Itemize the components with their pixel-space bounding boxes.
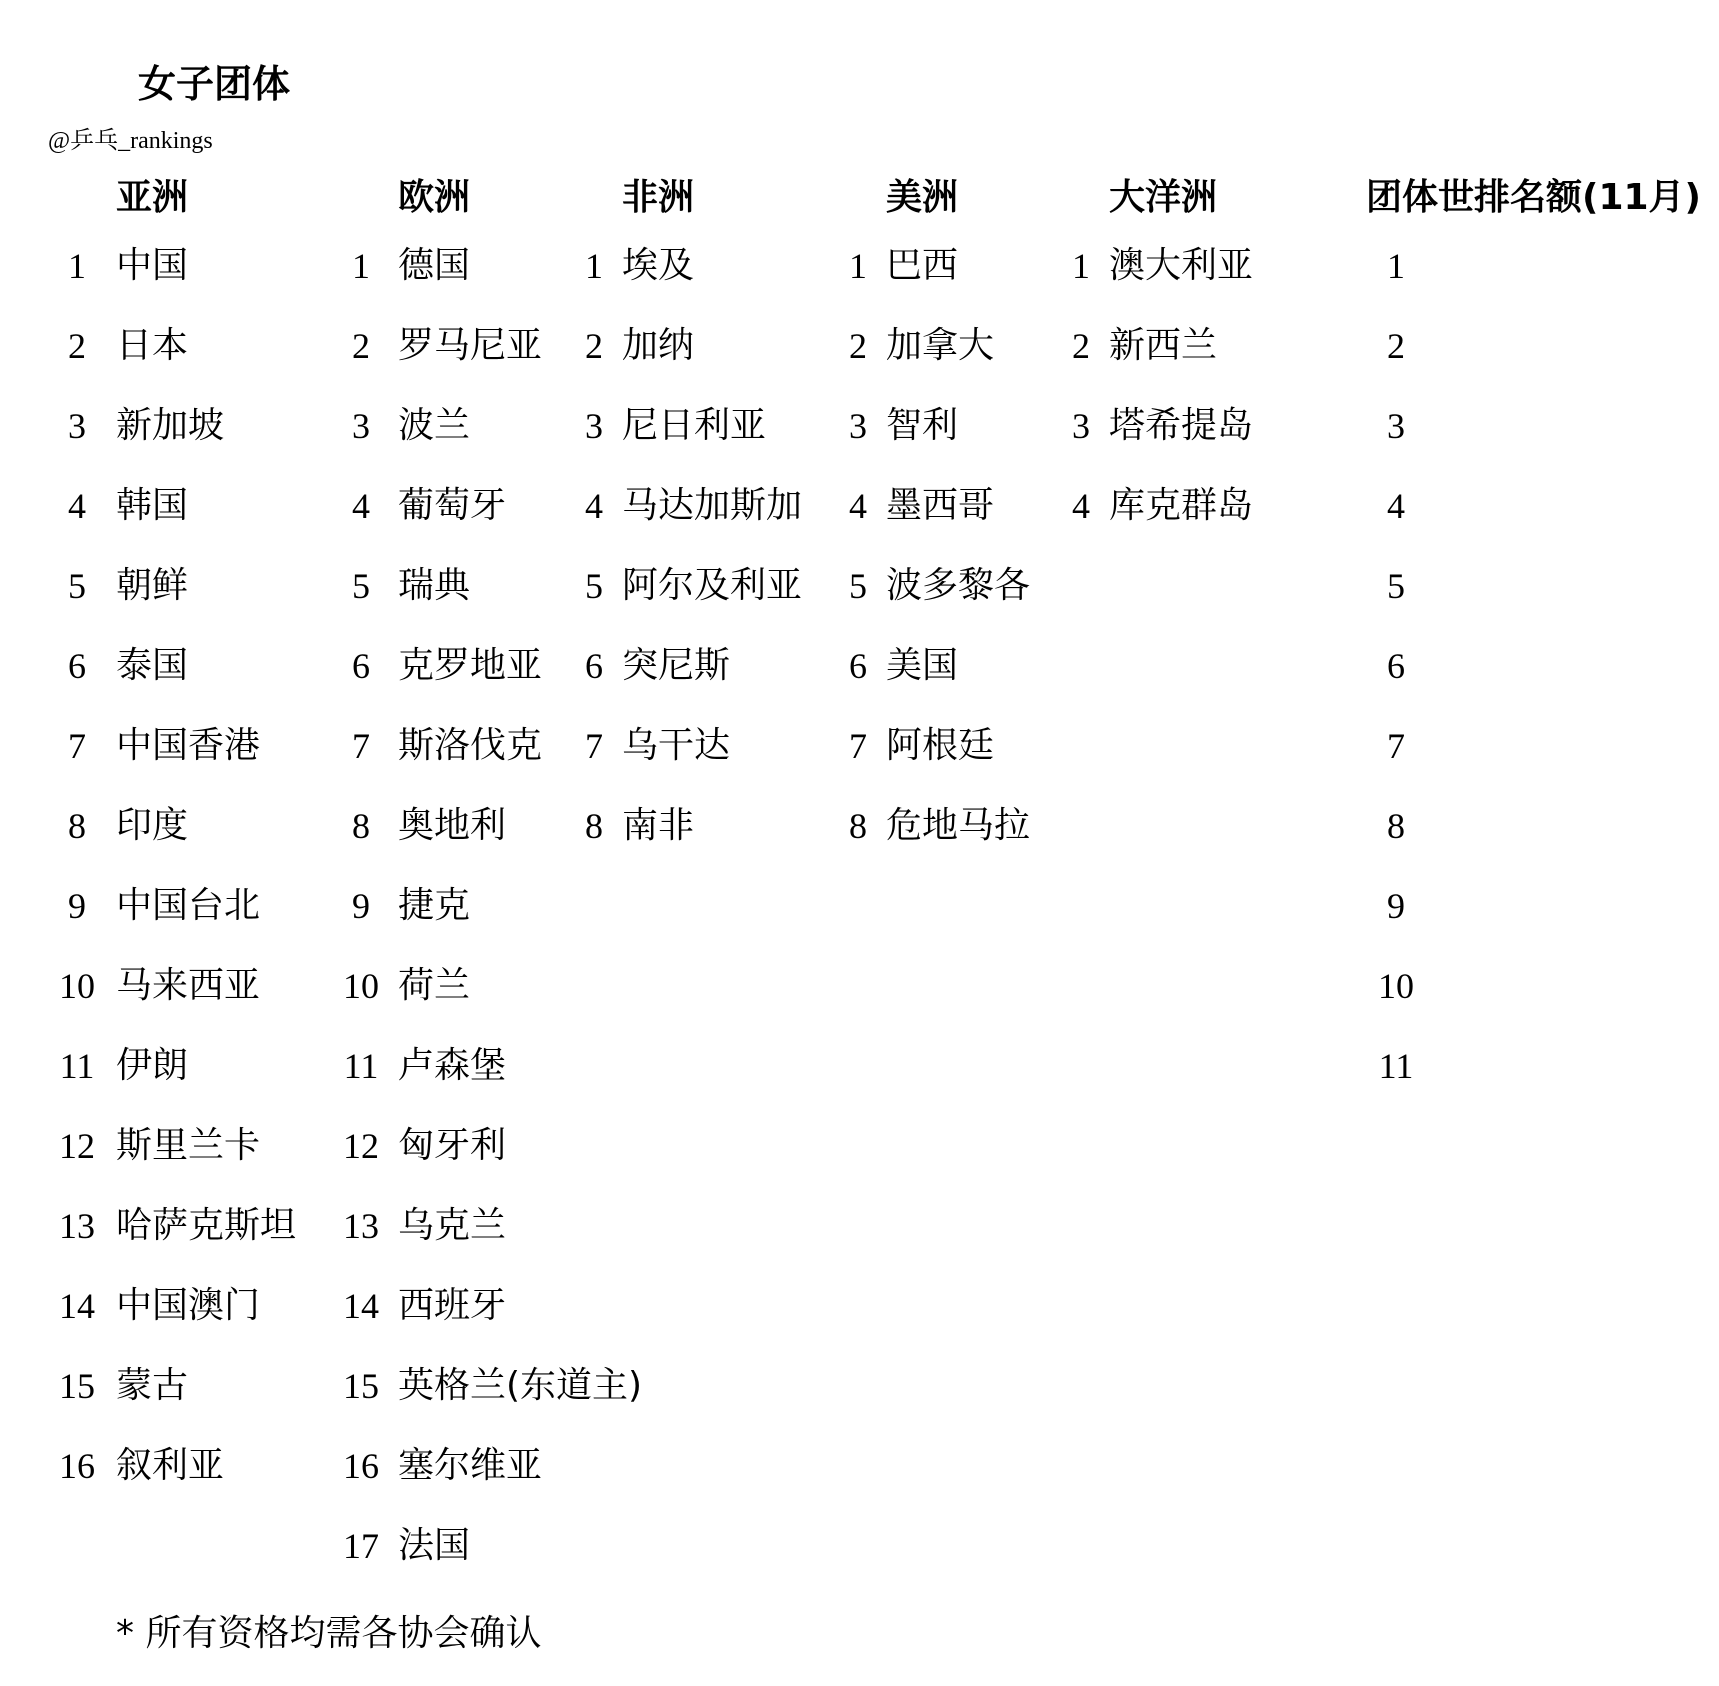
rank-number: 8 [849,806,867,846]
table-row [338,1365,643,1446]
rank-number: 11 [59,1046,95,1086]
table-row [338,725,543,806]
rank-number: 17 [343,1526,379,1566]
association-name: 阿尔及利亚 [622,565,803,606]
column-asia [56,170,297,1526]
rank-number: 2 [68,326,86,366]
table-row [1067,485,1254,566]
rank-number: 4 [352,486,370,526]
column-header-asia: 亚洲 [116,177,189,218]
rows-asia [56,245,297,1526]
association-name: 美国 [886,645,959,686]
rank-number: 11 [1378,1046,1414,1086]
association-name: 韩国 [116,485,189,526]
rank-number: 8 [68,806,86,846]
association-name: 波兰 [398,405,471,446]
table-row [1366,566,1701,646]
column-america [844,170,1031,886]
table-row [580,405,767,486]
association-name: 印度 [116,805,189,846]
association-name: 克罗地亚 [398,645,543,686]
association-name: 尼日利亚 [622,405,767,446]
association-name: 德国 [398,245,471,286]
association-name: 马达加斯加 [622,485,803,526]
table-row [56,806,188,886]
rank-number: 8 [585,806,603,846]
rank-number: 3 [849,406,867,446]
rank-number: 4 [68,486,86,526]
rank-number: 15 [343,1366,379,1406]
association-name: 葡萄牙 [398,485,507,526]
rank-number: 4 [1072,486,1090,526]
table-row [338,246,470,326]
rows-oceania [1067,245,1254,566]
rank-number: 3 [1072,406,1090,446]
rank-number: 4 [585,486,603,526]
association-name: 中国 [116,245,189,286]
table-row [844,485,995,566]
rows-america [844,245,1031,886]
table-row [56,646,188,726]
association-name: 荷兰 [398,965,471,1006]
rank-number: 15 [59,1366,95,1406]
rank-number: 9 [352,886,370,926]
association-name: 加拿大 [886,325,995,366]
rank-number: 5 [352,566,370,606]
rank-number: 1 [585,246,603,286]
table-row [1366,246,1701,326]
association-name: 罗马尼亚 [398,325,543,366]
rank-number: 6 [68,646,86,686]
association-name: 乌干达 [622,725,731,766]
column-quota [1366,170,1701,1126]
table-row [1366,326,1701,406]
rank-number: 8 [352,806,370,846]
rank-number: 14 [343,1286,379,1326]
association-name: 波多黎各 [886,565,1031,606]
rank-number: 1 [1072,246,1090,286]
table-row [1366,726,1701,806]
table-row [56,1285,261,1366]
association-name: 斯里兰卡 [116,1125,261,1166]
association-name: 泰国 [116,645,189,686]
rank-number: 13 [343,1206,379,1246]
table-row [56,246,188,326]
table-row [56,1366,188,1446]
table-row [338,1285,507,1366]
table-row [338,645,543,726]
table-row [338,1045,507,1126]
rank-number: 6 [352,646,370,686]
table-row [56,1205,297,1286]
table-row [844,246,958,326]
table-row [844,646,958,726]
column-header-quota: 团体世排名额(11月) [1366,177,1702,218]
column-header-europe: 欧洲 [398,177,471,218]
association-name: 加纳 [622,325,695,366]
rank-number: 8 [1387,806,1405,846]
rank-number: 2 [352,326,370,366]
association-name: 澳大利亚 [1109,245,1254,286]
rank-number: 3 [352,406,370,446]
rank-number: 10 [1378,966,1414,1006]
rank-number: 14 [59,1286,95,1326]
rank-number: 12 [343,1126,379,1166]
rank-number: 5 [585,566,603,606]
rank-number: 7 [68,726,86,766]
association-name: 英格兰(东道主) [398,1365,643,1406]
association-name: 阿根廷 [886,725,995,766]
rank-number: 9 [1387,886,1405,926]
rank-number: 1 [352,246,370,286]
table-row [56,1445,225,1526]
table-row [338,966,470,1046]
footnote: * 所有资格均需各协会确认 [116,1613,542,1654]
table-row [56,965,261,1046]
table-row [580,565,803,646]
rank-number: 16 [59,1446,95,1486]
table-row [338,1205,507,1286]
table-row [1366,486,1701,566]
association-name: 蒙古 [116,1365,189,1406]
association-name: 乌克兰 [398,1205,507,1246]
table-row [580,645,731,726]
rank-number: 7 [352,726,370,766]
rank-number: 6 [1387,646,1405,686]
association-name: 埃及 [622,245,695,286]
association-name: 奥地利 [398,805,507,846]
association-name: 日本 [116,325,189,366]
rank-number: 7 [585,726,603,766]
table-row [844,565,1031,646]
table-row [1366,646,1701,726]
rank-number: 3 [1387,406,1405,446]
table-row [580,246,694,326]
table-row [844,805,1031,886]
rank-number: 2 [585,326,603,366]
rows-europe [338,245,643,1606]
table-row [56,326,188,406]
table-row [338,886,470,966]
association-name: 南非 [622,805,695,846]
table-row [338,566,470,646]
rank-number: 5 [68,566,86,606]
table-row [56,1125,261,1206]
table-row [1366,806,1701,886]
column-europe [338,170,643,1606]
table-row [844,406,958,486]
rank-number: 4 [1387,486,1405,526]
rank-number: 3 [68,406,86,446]
rows-africa [580,245,803,886]
association-name: 巴西 [886,245,959,286]
table-row [56,486,188,566]
table-row [1366,966,1701,1046]
table-row [580,725,731,806]
rank-number: 3 [585,406,603,446]
rank-number: 13 [59,1206,95,1246]
column-header-america: 美洲 [886,177,959,218]
association-name: 新加坡 [116,405,225,446]
rows-quota [1366,246,1701,1126]
table-row [56,566,188,646]
rank-number: 1 [1387,246,1405,286]
table-row [56,405,225,486]
association-name: 瑞典 [398,565,471,606]
rank-number: 6 [585,646,603,686]
rank-number: 2 [849,326,867,366]
association-name: 西班牙 [398,1285,507,1326]
association-name: 中国澳门 [116,1285,261,1326]
rank-number: 5 [1387,566,1405,606]
rank-number: 11 [343,1046,379,1086]
watermark: @乒乓_rankings [48,128,213,154]
table-row [338,406,470,486]
rank-number: 6 [849,646,867,686]
rank-number: 10 [59,966,95,1006]
rank-number: 1 [849,246,867,286]
table-row [1067,405,1254,486]
association-name: 叙利亚 [116,1445,225,1486]
association-name: 中国香港 [116,725,261,766]
association-name: 匈牙利 [398,1125,507,1166]
rank-number: 5 [849,566,867,606]
table-row [1366,886,1701,966]
association-name: 墨西哥 [886,485,995,526]
association-name: 危地马拉 [886,805,1031,846]
table-row [580,326,694,406]
rank-number: 7 [849,726,867,766]
rank-number: 2 [1387,326,1405,366]
table-row [1067,326,1217,406]
association-name: 伊朗 [116,1045,189,1086]
table-row [338,1125,507,1206]
rank-number: 2 [1072,326,1090,366]
table-row [338,1526,470,1606]
table-row [844,725,995,806]
association-name: 捷克 [398,885,471,926]
table-row [56,725,261,806]
table-row [56,885,261,966]
rank-number: 1 [68,246,86,286]
table-row [1366,1046,1701,1126]
page-title: 女子团体 [138,62,291,106]
association-name: 新西兰 [1109,325,1218,366]
association-name: 库克群岛 [1109,485,1254,526]
table-row [1067,245,1254,326]
table-row [338,805,507,886]
association-name: 智利 [886,405,959,446]
association-name: 马来西亚 [116,965,261,1006]
column-header-africa: 非洲 [622,177,695,218]
rank-number: 9 [68,886,86,926]
column-oceania [1067,170,1254,566]
association-name: 哈萨克斯坦 [116,1205,297,1246]
table-row [580,806,694,886]
association-name: 朝鲜 [116,565,189,606]
column-header-oceania: 大洋洲 [1109,177,1218,218]
table-row [1366,406,1701,486]
table-row [844,325,995,406]
table-row [56,1046,188,1126]
association-name: 中国台北 [116,885,261,926]
association-name: 斯洛伐克 [398,725,543,766]
association-name: 塞尔维亚 [398,1445,543,1486]
column-africa [580,170,803,886]
rank-number: 7 [1387,726,1405,766]
table-row [338,485,507,566]
table-row [338,1445,543,1526]
table-row [580,485,803,566]
rank-number: 12 [59,1126,95,1166]
association-name: 法国 [398,1525,471,1566]
rank-number: 4 [849,486,867,526]
rank-number: 10 [343,966,379,1006]
table-row [338,325,543,406]
association-name: 突尼斯 [622,645,731,686]
association-name: 卢森堡 [398,1045,507,1086]
association-name: 塔希提岛 [1109,405,1254,446]
rank-number: 16 [343,1446,379,1486]
